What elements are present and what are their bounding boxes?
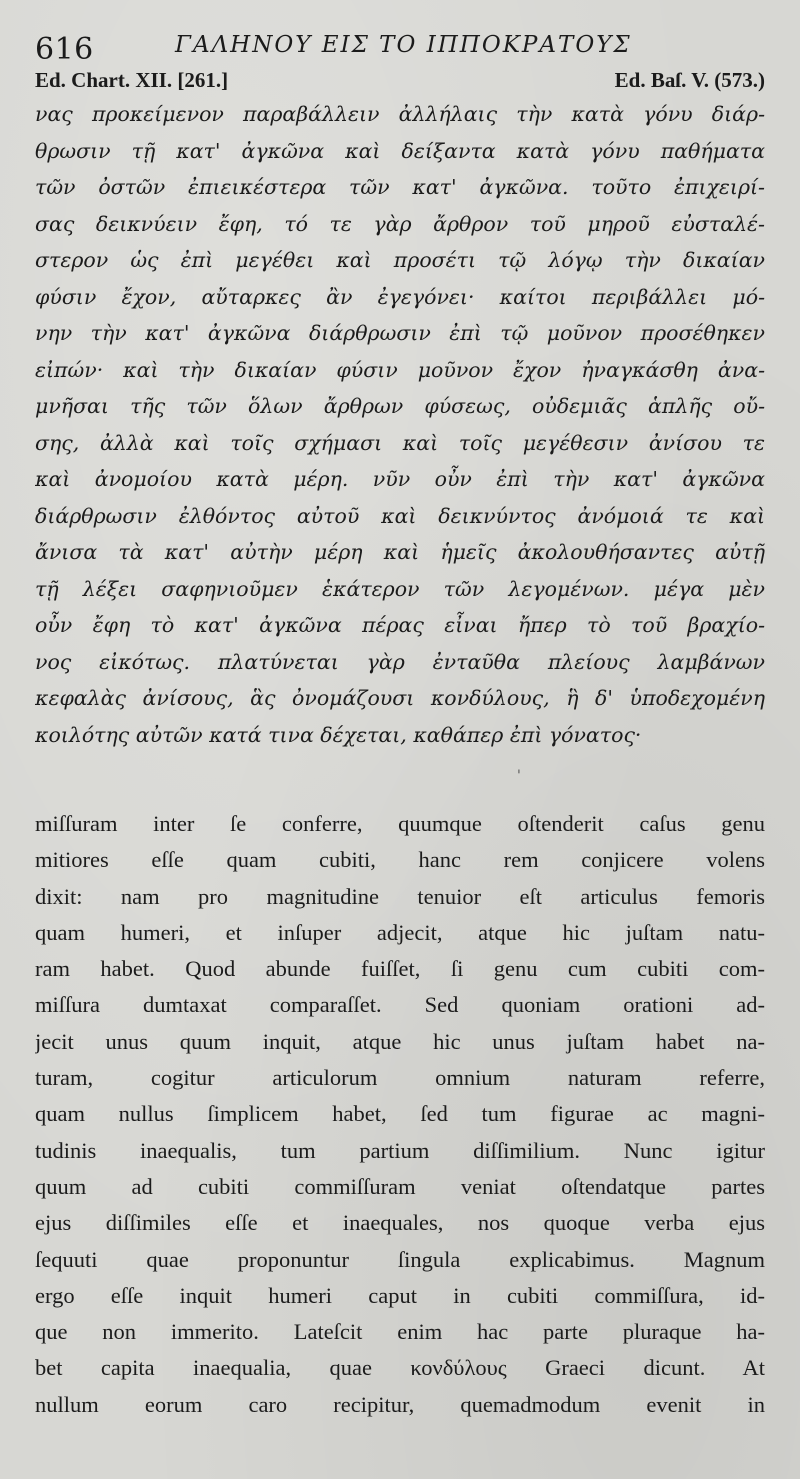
latin-text-line: quum ad cubiti commiſſuram veniat oſtendatque partes — [35, 1173, 765, 1199]
greek-text-line: ἄνισα τὰ κατ' αὐτὴν μέρη καὶ ἡμεῖς ἀκολουθήσαντες αὐτῇ — [35, 540, 765, 564]
greek-text-line: οὖν ἔφη τὸ κατ' ἀγκῶνα πέρας εἶναι ἤπερ τὸ τοῦ βραχίο- — [35, 613, 765, 637]
running-title: ΓΑΛΗΝΟΥ ΕΙΣ ΤΟ ΙΠΠΟΚΡΑΤΟΥΣ — [175, 32, 632, 58]
edition-basel-reference: Ed. Baſ. V. (573.) — [614, 68, 765, 92]
greek-text-line: θρωσιν τῇ κατ' ἀγκῶνα καὶ δείξαντα κατὰ γόνυ παθήματα — [35, 138, 765, 163]
page-header — [35, 30, 765, 66]
greek-text-line: τῶν ὀστῶν ἐπιεικέστερα τῶν κατ' ἀγκῶνα. τοῦτο ἐπιχειρί- — [35, 175, 765, 199]
greek-text-line: μνῆσαι τῆς τῶν ὅλων ἄρθρων φύσεως, οὐδεμιᾶς ἁπλῆς οὔ- — [35, 394, 765, 418]
greek-text-line: σης, ἀλλὰ καὶ τοῖς σχήμασι καὶ τοῖς μεγέθεσιν ἀνίσου τε — [35, 430, 765, 455]
greek-text-line: νας προκείμενον παραβάλλειν ἀλλήλαις τὴν κατὰ γόνυ διάρ- — [35, 102, 765, 126]
latin-text-line: dixit: nam pro magnitudine tenuior eſt articulus femoris — [35, 883, 765, 909]
greek-text-line: νος εἰκότως. πλατύνεται γὰρ ἐνταῦθα πλείους λαμβάνων — [35, 649, 765, 674]
greek-text-line: τῇ λέξει σαφηνιοῦμεν ἑκάτερον τῶν λεγομένων. μέγα μὲν — [35, 576, 765, 601]
page-number: 616 — [35, 32, 94, 67]
greek-text-line: διάρθρωσιν ἐλθόντος αὐτοῦ καὶ δεικνύντος ἀνόμοιά τε καὶ — [35, 503, 765, 528]
greek-text-line: στερον ὡς ἐπὶ μεγέθει καὶ προσέτι τῷ λόγῳ τὴν δικαίαν — [35, 248, 765, 272]
latin-text-line: tudinis inaequalis, tum partium diſſimilium. Nunc igitur — [35, 1137, 765, 1163]
greek-text-line: κοιλότης αὐτῶν κατά τινα δέχεται, καθάπερ ἐπὶ γόνατος· — [35, 722, 642, 747]
print-mark: ' — [517, 768, 521, 784]
latin-text-line: jecit unus quum inquit, atque hic unus juſtam habet na- — [35, 1028, 765, 1054]
greek-text-line: κεφαλὰς ἀνίσους, ἃς ὀνομάζουσι κονδύλους, ἣ δ' ὑποδεχομένη — [35, 686, 765, 710]
latin-text-line: bet capita inaequalia, quae κονδύλους Graeci dicunt. At — [35, 1355, 765, 1381]
latin-text-line: quam nullus ſimplicem habet, ſed tum figurae ac magni- — [35, 1101, 765, 1127]
greek-text-line: φύσιν ἔχον, αὔταρκες ἂν ἐγεγόνει· καίτοι περιβάλλει μό- — [35, 284, 765, 309]
latin-text-line: turam, cogitur articulorum omnium naturam referre, — [35, 1065, 765, 1091]
latin-text-line: que non immerito. Lateſcit enim hac parte pluraque ha- — [35, 1319, 765, 1345]
latin-text-line: ſequuti quae proponuntur ſingula explicabimus. Magnum — [35, 1246, 765, 1272]
greek-text-line: εἰπών· καὶ τὴν δικαίαν φύσιν μοῦνον ἔχον ἠναγκάσθη ἀνα- — [35, 357, 765, 382]
edition-chartier-reference: Ed. Chart. XII. [261.] — [35, 68, 229, 92]
latin-text-line: mitiores eſſe quam cubiti, hanc rem conjicere volens — [35, 847, 765, 873]
latin-text-line: miſſuram inter ſe conferre, quumque oſtenderit caſus genu — [35, 811, 765, 836]
latin-text-line: ram habet. Quod abunde fuiſſet, ſi genu cum cubiti com- — [35, 956, 765, 982]
latin-text-line: nullum eorum caro recipitur, quemadmodum evenit in — [35, 1391, 765, 1417]
edition-reference-line — [35, 68, 765, 96]
greek-text-line: νην τὴν κατ' ἀγκῶνα διάρθρωσιν ἐπὶ τῷ μοῦνον προσέθηκεν — [35, 321, 765, 345]
latin-text-line: miſſura dumtaxat comparaſſet. Sed quoniam orationi ad- — [35, 992, 765, 1018]
greek-text-line: σας δεικνύειν ἔφη, τό τε γὰρ ἄρθρον τοῦ μηροῦ εὐσταλέ- — [35, 211, 765, 236]
latin-text-line: quam humeri, et inſuper adjecit, atque hic juſtam natu- — [35, 919, 765, 945]
greek-text-block — [35, 96, 765, 753]
latin-text-line: ejus diſſimiles eſſe et inaequales, nos quoque verba ejus — [35, 1210, 765, 1236]
latin-translation-block — [35, 806, 765, 1423]
greek-text-line: καὶ ἀνομοίου κατὰ μέρη. νῦν οὖν ἐπὶ τὴν κατ' ἀγκῶνα — [35, 467, 765, 491]
latin-text-line: ergo eſſe inquit humeri caput in cubiti commiſſura, id- — [35, 1282, 765, 1308]
